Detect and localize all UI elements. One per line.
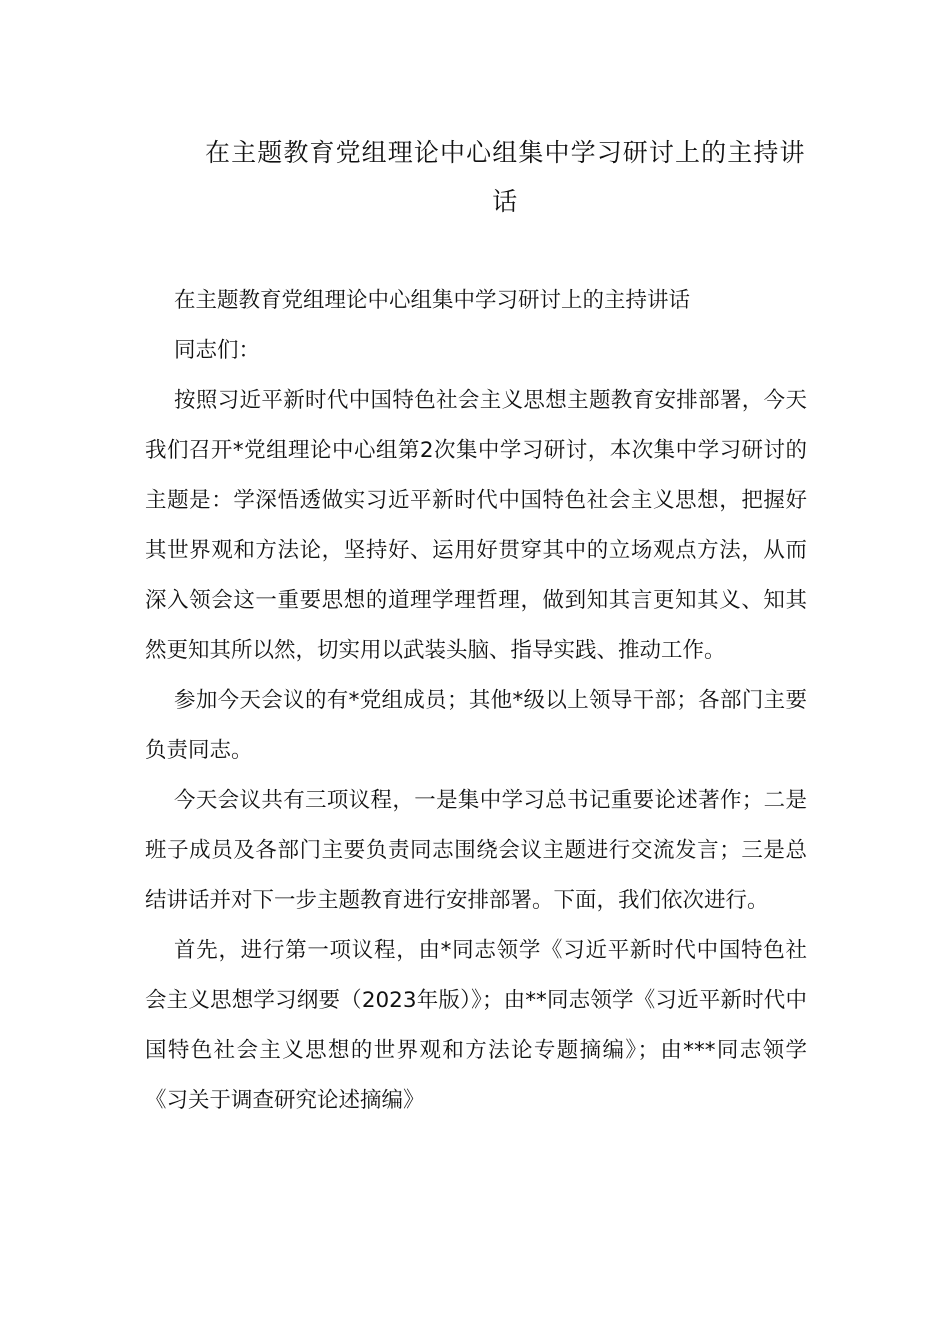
- paragraph-salutation: 同志们：: [174, 338, 261, 363]
- document-body: [145, 276, 807, 1126]
- paragraph-intro: 按照习近平新时代中国特色社会主义思想主题教育安排部署，今天我们召开*党组理论中心组第2次集中学习研讨，本次集中学习研讨的主题是：学深悟透做实习近平新时代中国特色社会主义思想，把握好其世界观和方法论，坚持好、运用好贯穿其中的立场观点方法，从而深入领会这一重要思想的道理学理哲理，做到知其言更知其义、知其然更知其所以然，切实用以武装头脑、指导实践、推动工作。: [145, 388, 807, 663]
- paragraph-heading-repeat: 在主题教育党组理论中心组集中学习研讨上的主持讲话: [174, 288, 691, 313]
- paragraph-agenda: 今天会议共有三项议程，一是集中学习总书记重要论述著作；二是班子成员及各部门主要负责同志围绕会议主题进行交流发言；三是总结讲话并对下一步主题教育进行安排部署。下面，我们依次进行。: [145, 788, 807, 913]
- paragraph-attendees: 参加今天会议的有*党组成员；其他*级以上领导干部；各部门主要负责同志。: [145, 688, 807, 763]
- paragraph-first-item: 首先，进行第一项议程，由*同志领学《习近平新时代中国特色社会主义思想学习纲要（2023年版）》；由**同志领学《习近平新时代中国特色社会主义思想的世界观和方法论专题摘编》；由***同志领学《习关于调查研究论述摘编》: [145, 938, 807, 1113]
- document-title: 在主题教育党组理论中心组集中学习研讨上的主持讲话: [205, 138, 805, 216]
